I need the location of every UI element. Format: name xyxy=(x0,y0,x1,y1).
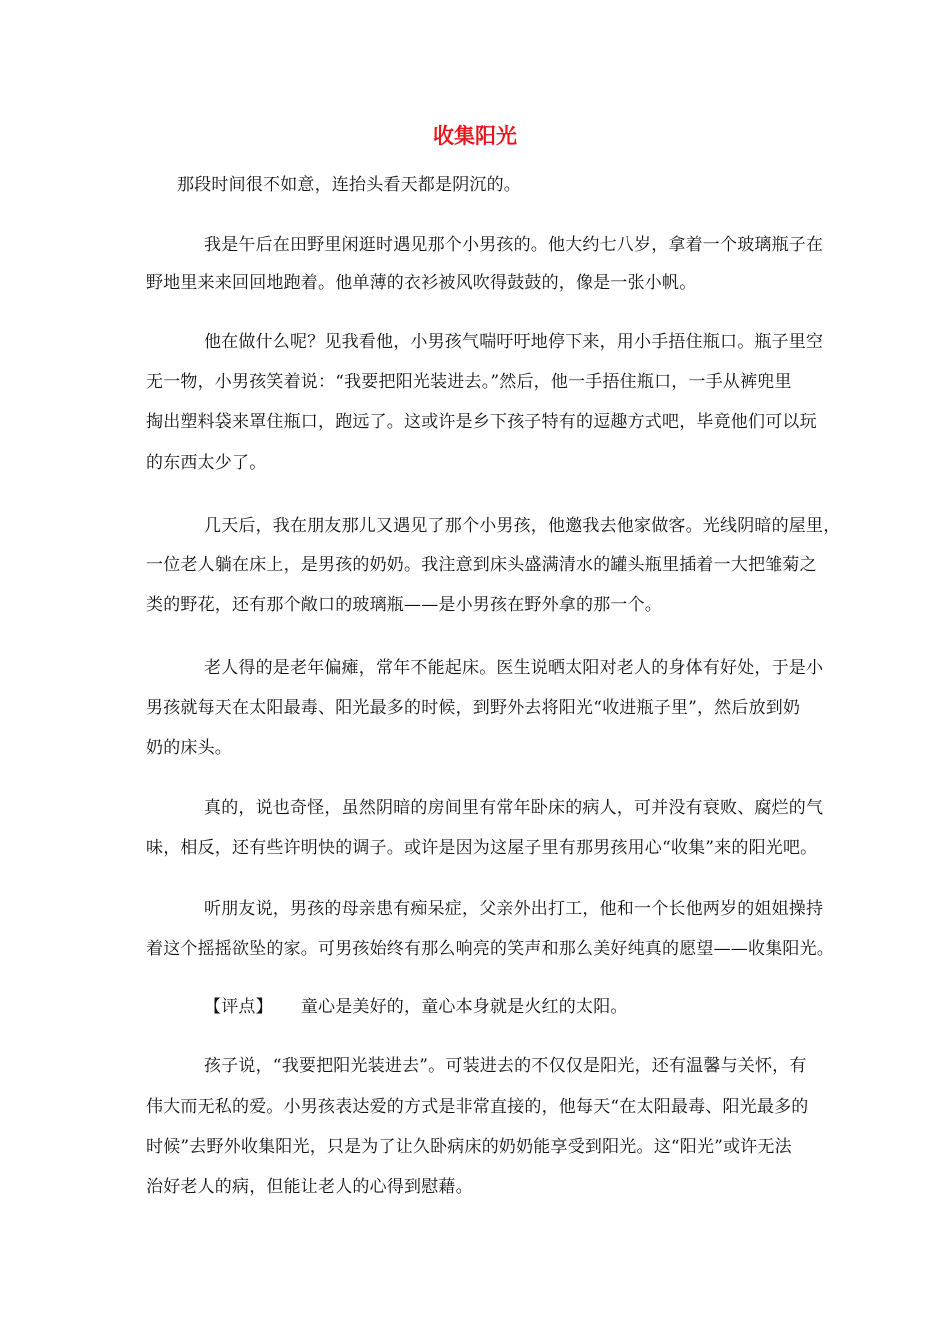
paragraph-line: 他在做什么呢？见我看他，小男孩气喘吁吁地停下来，用小手捂住瓶口。瓶子里空 xyxy=(204,332,824,352)
paragraph-line: 野地里来来回回地跑着。他单薄的衣衫被风吹得鼓鼓的，像是一张小帆。 xyxy=(146,273,697,293)
paragraph-line: 味，相反，还有些许明快的调子。或许是因为这屋子里有那男孩用心“收集”来的阳光吧。 xyxy=(146,838,818,858)
comment-line xyxy=(204,994,628,1020)
paragraph-line: 的东西太少了。 xyxy=(146,453,267,473)
comment-text: 童心是美好的，童心本身就是火红的太阳。 xyxy=(300,997,628,1017)
paragraph-line: 掏出塑料袋来罩住瓶口，跑远了。这或许是乡下孩子特有的逗趣方式吧，毕竟他们可以玩 xyxy=(146,412,817,432)
paragraph-line: 着这个摇摇欲坠的家。可男孩始终有那么响亮的笑声和那么美好纯真的愿望——收集阳光。 xyxy=(146,939,834,959)
paragraph-line: 奶的床头。 xyxy=(146,738,232,758)
paragraph-line: 老人得的是老年偏瘫，常年不能起床。医生说晒太阳对老人的身体有好处，于是小 xyxy=(204,658,824,678)
paragraph-line: 类的野花，还有那个敞口的玻璃瓶——是小男孩在野外拿的那一个。 xyxy=(146,595,662,615)
paragraph-line: 无一物，小男孩笑着说：“我要把阳光装进去。”然后，他一手捂住瓶口，一手从裤兜里 xyxy=(146,372,792,392)
paragraph-line: 时候”去野外收集阳光，只是为了让久卧病床的奶奶能享受到阳光。这“阳光”或许无法 xyxy=(146,1137,792,1157)
paragraph-line: 孩子说，“我要把阳光装进去”。可装进去的不仅仅是阳光，还有温馨与关怀，有 xyxy=(204,1056,807,1076)
paragraph-line: 我是午后在田野里闲逛时遇见那个小男孩的。他大约七八岁，拿着一个玻璃瓶子在 xyxy=(204,235,824,255)
paragraph-line: 一位老人躺在床上，是男孩的奶奶。我注意到床头盛满清水的罐头瓶里插着一大把雏菊之 xyxy=(146,555,817,575)
comment-tag: 【评点】 xyxy=(204,997,273,1017)
paragraph-line: 听朋友说，男孩的母亲患有痴呆症，父亲外出打工，他和一个长他两岁的姐姐操持 xyxy=(204,899,824,919)
document-title: 收集阳光 xyxy=(433,124,517,148)
paragraph-line: 治好老人的病，但能让老人的心得到慰藉。 xyxy=(146,1177,473,1197)
paragraph-line: 几天后，我在朋友那儿又遇见了那个小男孩，他邀我去他家做客。光线阴暗的屋里， xyxy=(204,516,841,536)
paragraph-line: 那段时间很不如意，连抬头看天都是阴沉的。 xyxy=(177,175,521,195)
paragraph-line: 伟大而无私的爱。小男孩表达爱的方式是非常直接的，他每天“在太阳最毒、阳光最多的 xyxy=(146,1097,809,1117)
paragraph-line: 真的，说也奇怪，虽然阴暗的房间里有常年卧床的病人，可并没有衰败、腐烂的气 xyxy=(204,798,824,818)
paragraph-line: 男孩就每天在太阳最毒、阳光最多的时候，到野外去将阳光“收进瓶子里”，然后放到奶 xyxy=(146,698,801,718)
